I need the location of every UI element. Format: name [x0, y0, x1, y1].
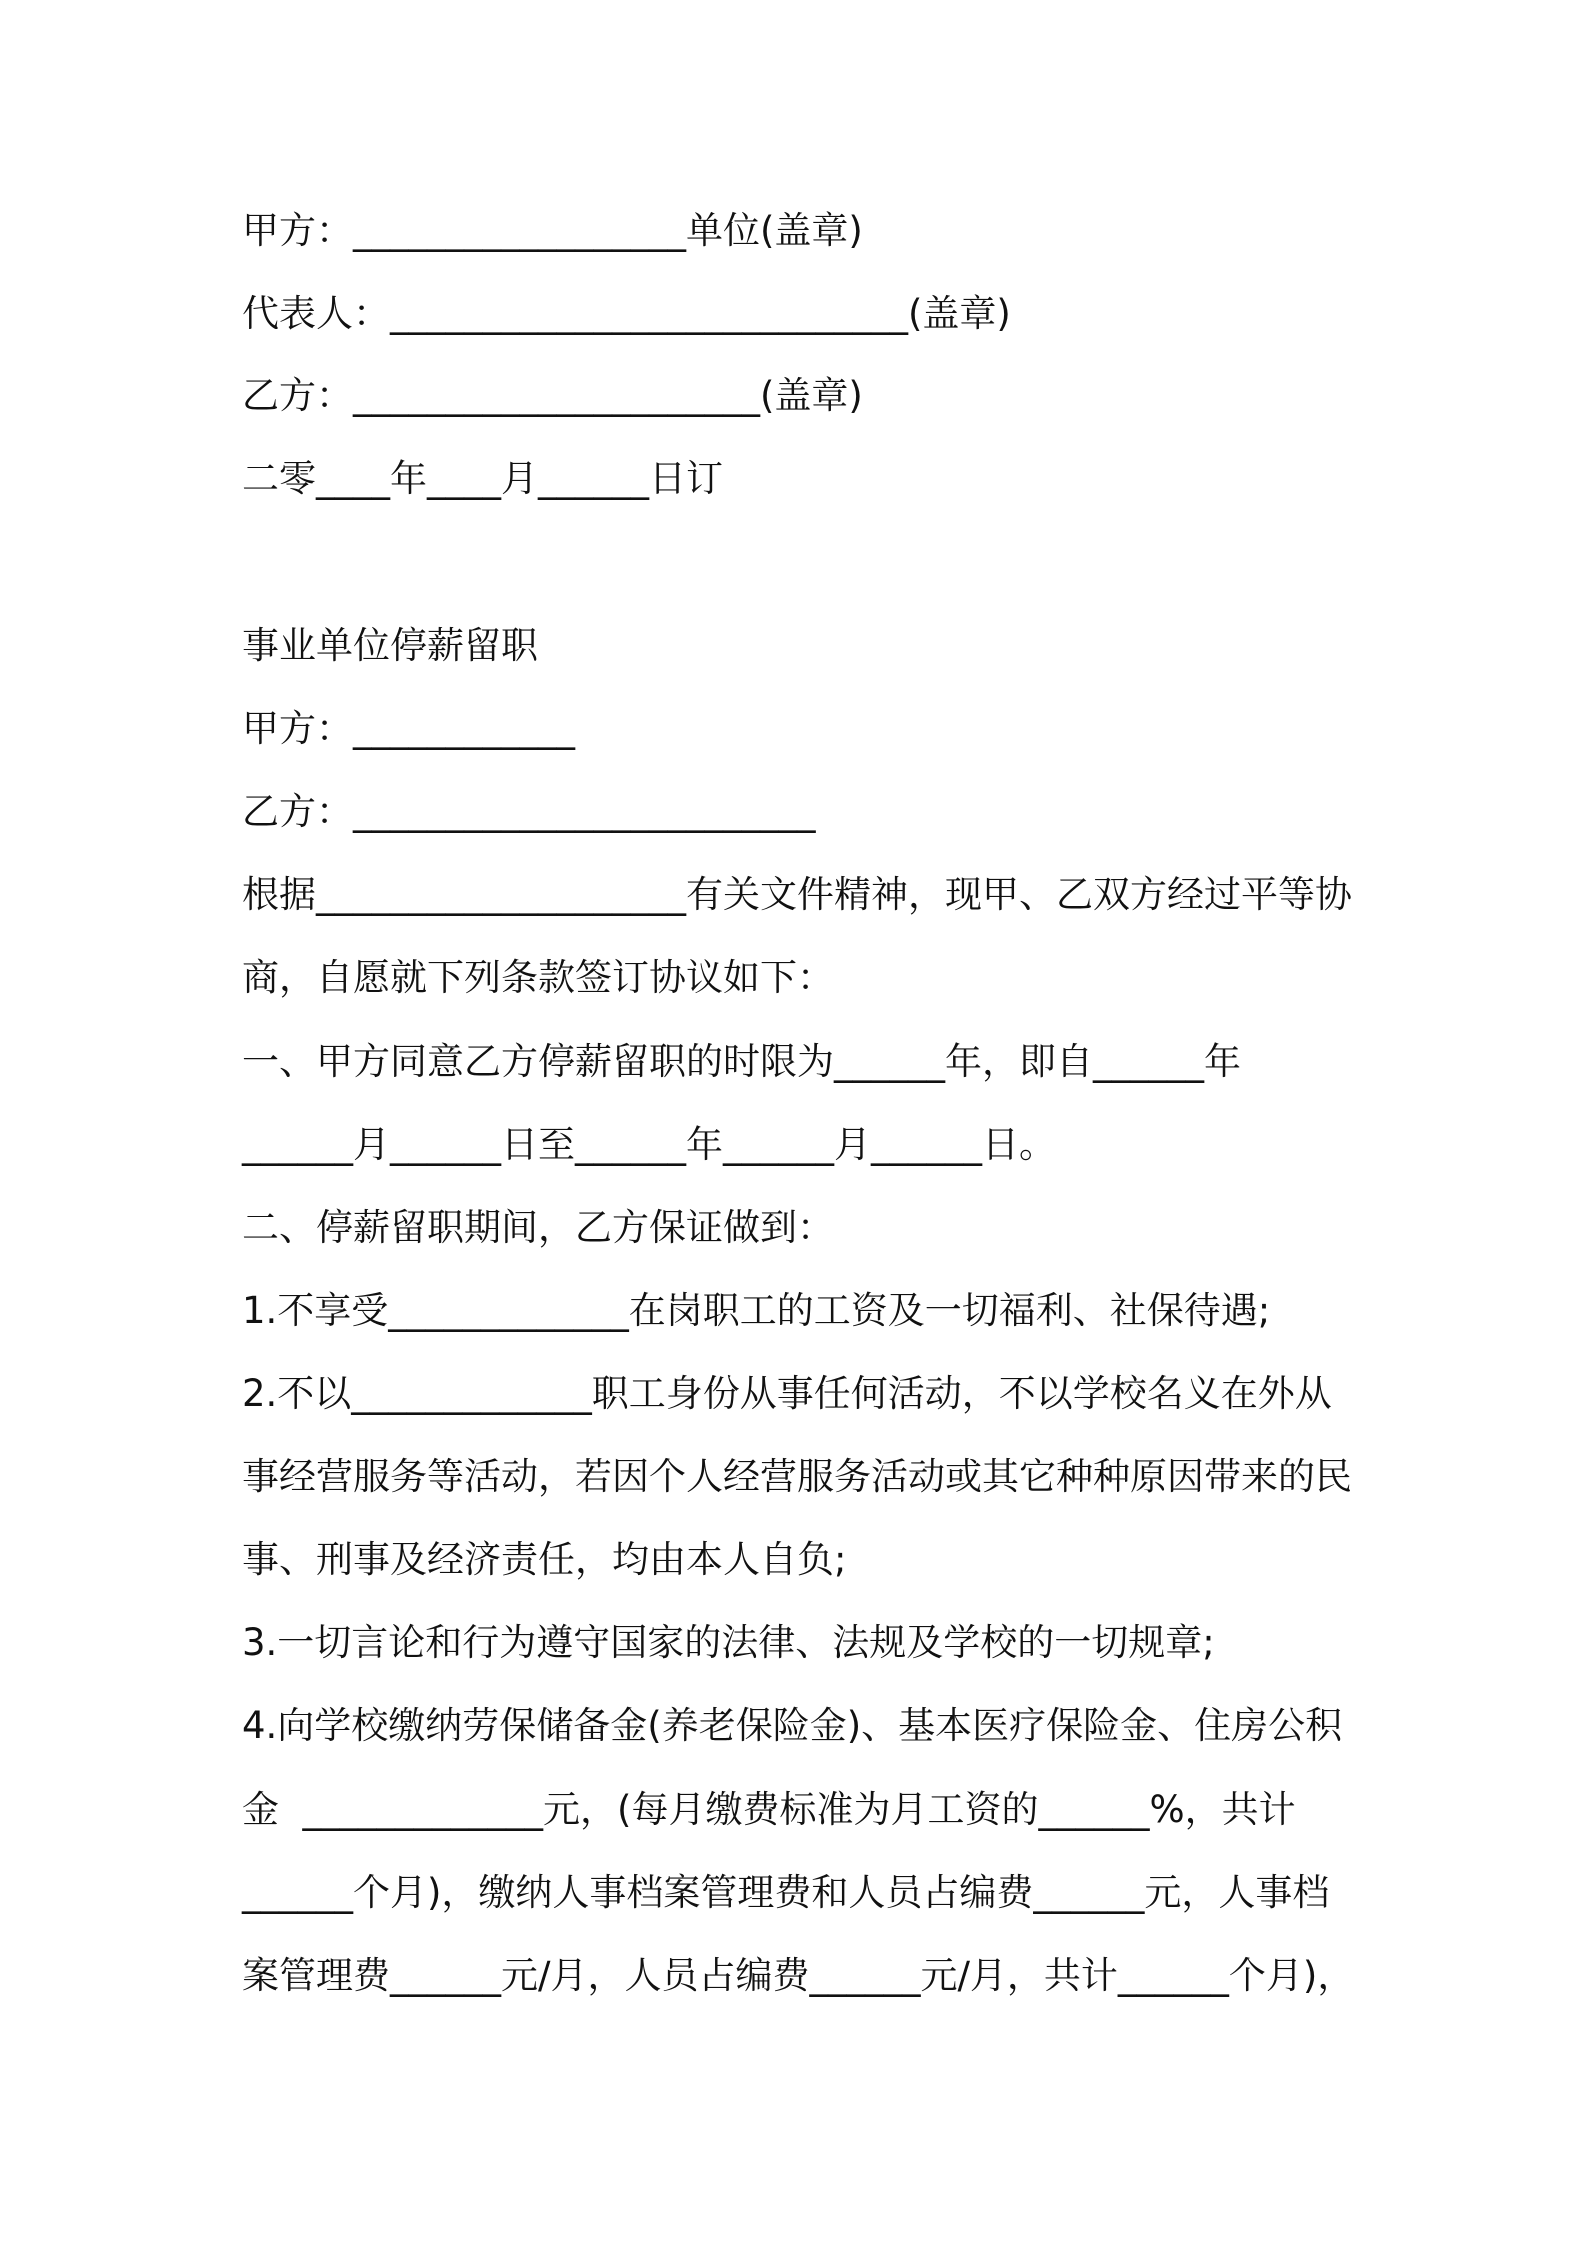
item-2-line-1: 2.不以_____________职工身份从事任何活动，不以学校名义在外从 [242, 1372, 1332, 1415]
item-4-line-2: 金 _____________元，(每月缴费标准为月工资的______%，共计 [242, 1788, 1296, 1831]
item-4-line-4: 案管理费______元/月，人员占编费______元/月，共计______个月)， [242, 1954, 1355, 1997]
clause-1-line-2: ______月______日至______年______月______日。 [242, 1123, 1056, 1166]
item-1: 1.不享受_____________在岗职工的工资及一切福利、社保待遇; [242, 1289, 1271, 1332]
signature-party-a: 甲方：__________________单位(盖章) [242, 209, 863, 252]
signature-party-b: 乙方：______________________(盖章) [242, 374, 863, 417]
agreement-title: 事业单位停薪留职 [242, 624, 538, 667]
agreement-party-b: 乙方：_________________________ [242, 790, 816, 833]
item-2-line-2: 事经营服务等活动，若因个人经营服务活动或其它种种原因带来的民 [242, 1455, 1352, 1498]
agreement-party-a: 甲方：____________ [242, 707, 575, 750]
signature-representative: 代表人：____________________________(盖章) [242, 292, 1011, 335]
item-3: 3.一切言论和行为遵守国家的法律、法规及学校的一切规章; [242, 1621, 1215, 1664]
intro-line-1: 根据____________________有关文件精神，现甲、乙双方经过平等协 [242, 873, 1352, 916]
item-4-line-1: 4.向学校缴纳劳保储备金(养老保险金)、基本医疗保险金、住房公积 [242, 1704, 1343, 1747]
signature-date: 二零____年____月______日订 [242, 457, 723, 500]
item-2-line-3: 事、刑事及经济责任，均由本人自负; [242, 1538, 847, 1581]
clause-1-line-1: 一、甲方同意乙方停薪留职的时限为______年，即自______年 [242, 1040, 1241, 1083]
intro-line-2: 商，自愿就下列条款签订协议如下： [242, 956, 834, 999]
clause-2-heading: 二、停薪留职期间，乙方保证做到： [242, 1206, 834, 1249]
item-4-line-3: ______个月)，缴纳人事档案管理费和人员占编费______元，人事档 [242, 1871, 1330, 1914]
